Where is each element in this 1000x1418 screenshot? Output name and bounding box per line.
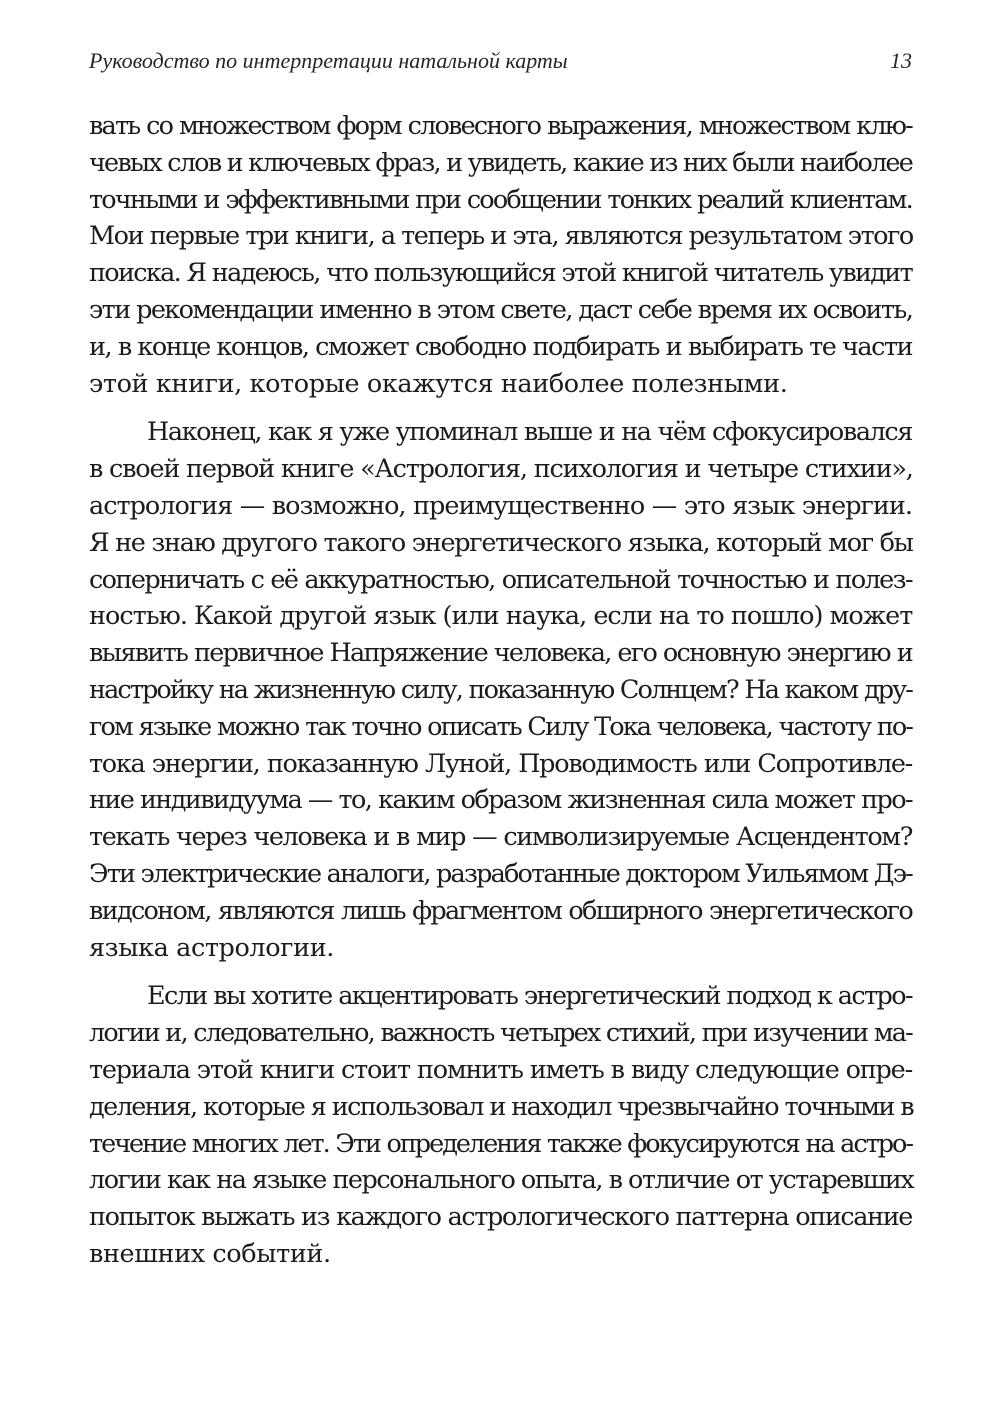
text-line: Эти электрические аналоги, разработанные доктором Уильямом Дэ- [89, 858, 912, 889]
text-line: соперничать с её аккуратностью, описательной точностью и полез- [89, 564, 912, 595]
text-line: внешних событий. [89, 1238, 331, 1269]
text-line: деления, которые я использовал и находил чрезвычайно точными в [89, 1091, 914, 1122]
paragraph-2 [89, 414, 912, 966]
text-line: в своей первой книге «Астрология, психология и четыре стихии», [89, 454, 913, 485]
text-line: чевых слов и ключевых фраз, и увидеть, какие из них были наиболее [89, 147, 912, 178]
text-line: логии и, следовательно, важность четырех стихий, при изучении ма- [89, 1018, 912, 1049]
text-line: гом языке можно так точно описать Силу Тока человека, частоту по- [89, 711, 912, 742]
text-line: Мои первые три книги, а теперь и эта, являются результатом этого [89, 221, 913, 252]
text-line: териала этой книги стоит помнить иметь в виду следующие опре- [89, 1054, 912, 1085]
text-line: настройку на жизненную силу, показанную Солнцем? На каком дру- [89, 674, 912, 705]
page-number: 13 [890, 48, 912, 73]
running-title: Руководство по интерпретации натальной карты [89, 48, 568, 73]
paragraph-1 [89, 108, 912, 402]
text-line: выявить первичное Напряжение человека, его основную энергию и [89, 638, 912, 669]
text-line: Наконец, как я уже упоминал выше и на чём сфокусировался [147, 417, 912, 448]
text-line: текать через человека и в мир — символизируемые Асцендентом? [89, 822, 912, 853]
text-line: тока энергии, показанную Луной, Проводимость или Сопротивле- [89, 748, 912, 779]
text-line: поиска. Я надеюсь, что пользующийся этой книгой читатель увидит [89, 258, 912, 289]
text-line: попыток выжать из каждого астрологического паттерна описание [89, 1202, 912, 1233]
text-line: эти рекомендации именно в этом свете, даст себе время их освоить, [89, 294, 913, 325]
text-line: и, в конце концов, сможет свободно подбирать и выбирать те части [89, 331, 912, 362]
text-line: Я не знаю другого такого энергетического языка, который мог бы [89, 527, 913, 558]
text-line: Если вы хотите акцентировать энергетический подход к астро- [147, 981, 912, 1012]
text-line: точными и эффективными при сообщении тонких реалий клиентам. [89, 184, 912, 215]
running-head [89, 46, 912, 76]
body-text [89, 108, 912, 1273]
text-line: астрология — возможно, преимущественно — это язык энергии. [89, 490, 912, 521]
text-line: языка астрологии. [89, 932, 335, 963]
text-line: течение многих лет. Эти определения также фокусируются на астро- [89, 1128, 912, 1159]
paragraph-3 [89, 978, 912, 1272]
text-line: вать со множеством форм словесного выражения, множеством клю- [89, 111, 912, 141]
text-line: этой книги, которые окажутся наиболее полезными. [89, 368, 788, 399]
text-line: видсоном, являются лишь фрагментом обширного энергетического [89, 895, 912, 926]
text-line: ние индивидуума — то, каким образом жизненная сила может про- [89, 785, 912, 816]
text-line: логии как на языке персонального опыта, в отличие от устаревших [89, 1165, 914, 1196]
text-line: ностью. Какой другой язык (или наука, если на то пошло) может [89, 601, 913, 632]
